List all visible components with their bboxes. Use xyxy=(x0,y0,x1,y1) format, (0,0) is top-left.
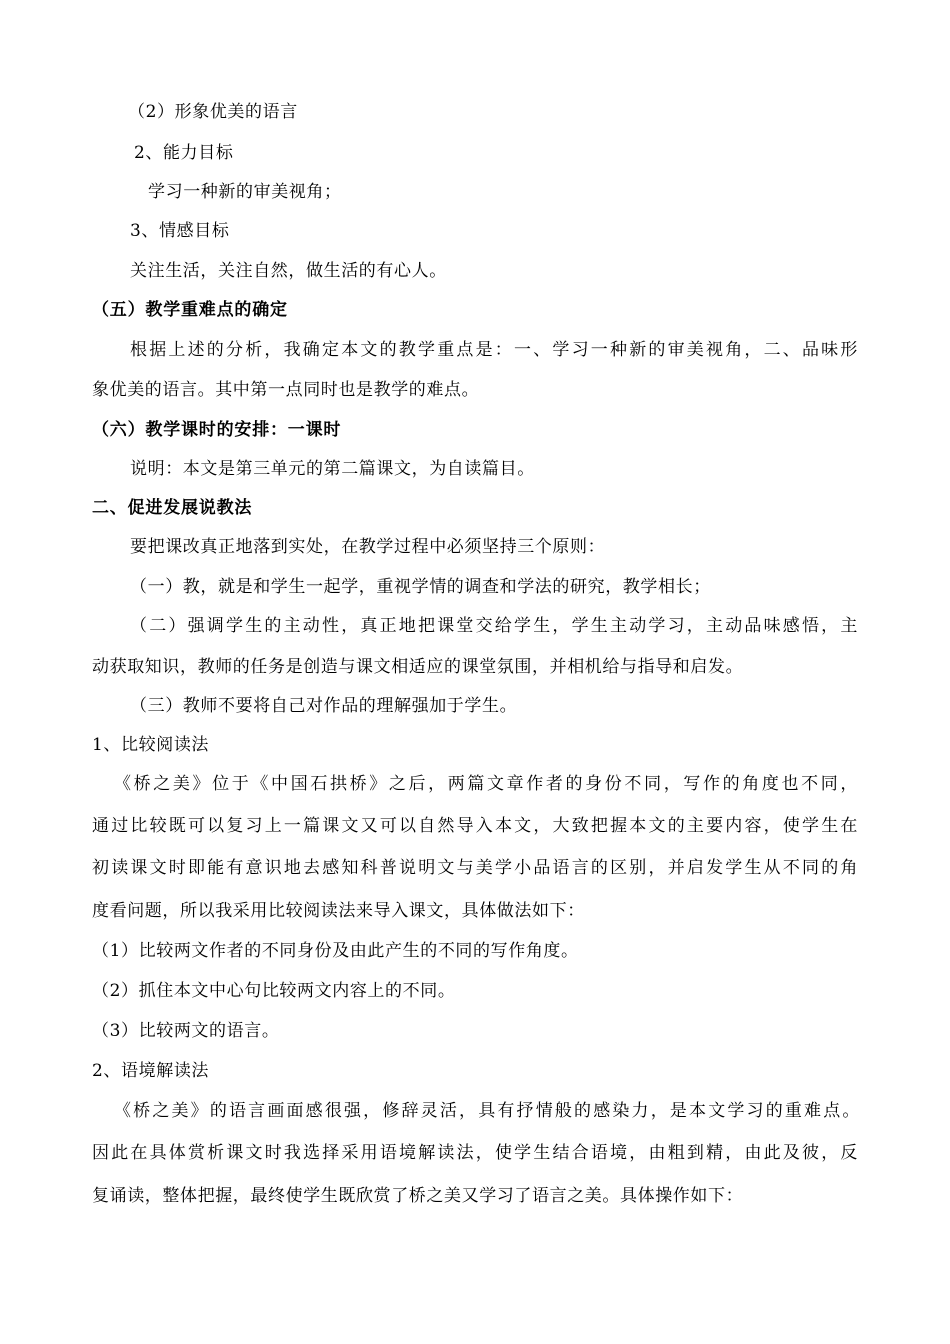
paragraph-line: 初读课文时即能有意识地去感知科普说明文与美学小品语言的区别，并启发学生从不同的角 xyxy=(92,858,858,878)
paragraph-line: 《桥之美》的语言画面感很强，修辞灵活，具有抒情般的感染力，是本文学习的重难点。 xyxy=(114,1101,860,1121)
ability-goal-text: 学习一种新的审美视角； xyxy=(148,182,342,202)
principle-item-3: （三）教师不要将自己对作品的理解强加于学生。 xyxy=(130,696,518,716)
paragraph-line: 《桥之美》位于《中国石拱桥》之后，两篇文章作者的身份不同，写作的角度也不同， xyxy=(114,774,858,794)
paragraph-line: 说明：本文是第三单元的第二篇课文，为自读篇目。 xyxy=(130,459,535,479)
paragraph-line: 通过比较既可以复习上一篇课文又可以自然导入本文，大致把握本文的主要内容，使学生在 xyxy=(92,816,858,836)
paragraph-line: 动获取知识，教师的任务是创造与课文相适应的课堂氛围，并相机给与指导和启发。 xyxy=(92,657,744,677)
ability-goal-heading: 2、能力目标 xyxy=(134,143,234,163)
principle-item-1: （一）教，就是和学生一起学，重视学情的调查和学法的研究，教学相长； xyxy=(130,577,711,597)
paragraph-line: 因此在具体赏析课文时我选择采用语境解读法，使学生结合语境，由粗到精，由此及彼，反 xyxy=(92,1143,858,1163)
section-heading-key-points: （五）教学重难点的确定 xyxy=(92,300,288,320)
paragraph-line: 度看问题，所以我采用比较阅读法来导入课文，具体做法如下： xyxy=(92,901,585,921)
emotion-goal-text: 关注生活，关注自然，做生活的有心人。 xyxy=(130,261,447,281)
emotion-goal-heading: 3、情感目标 xyxy=(130,221,230,241)
paragraph-line: 复诵读，整体把握，最终使学生既欣赏了桥之美又学习了语言之美。具体操作如下： xyxy=(92,1186,744,1206)
paragraph-line: 根据上述的分析，我确定本文的教学重点是：一、学习一种新的审美视角，二、品味形 xyxy=(130,340,858,360)
method-heading-context-reading: 2、语境解读法 xyxy=(92,1061,210,1081)
section-heading-teaching-methods: 二、促进发展说教法 xyxy=(92,498,253,518)
paragraph-line: 象优美的语言。其中第一点同时也是教学的难点。 xyxy=(92,380,480,400)
goal-item-language: （2）形象优美的语言 xyxy=(128,102,298,122)
list-item: （2）抓住本文中心句比较两文内容上的不同。 xyxy=(92,981,456,1001)
list-item: （1）比较两文作者的不同身份及由此产生的不同的写作角度。 xyxy=(92,941,579,961)
list-item: （3）比较两文的语言。 xyxy=(92,1021,280,1041)
section-heading-schedule: （六）教学课时的安排：一课时 xyxy=(92,420,342,440)
principle-item-2: （二）强调学生的主动性，真正地把课堂交给学生，学生主动学习，主动品味感悟，主 xyxy=(130,616,858,636)
paragraph-line: 要把课改真正地落到实处，在教学过程中必须坚持三个原则： xyxy=(130,537,606,557)
method-heading-comparative-reading: 1、比较阅读法 xyxy=(92,735,210,755)
